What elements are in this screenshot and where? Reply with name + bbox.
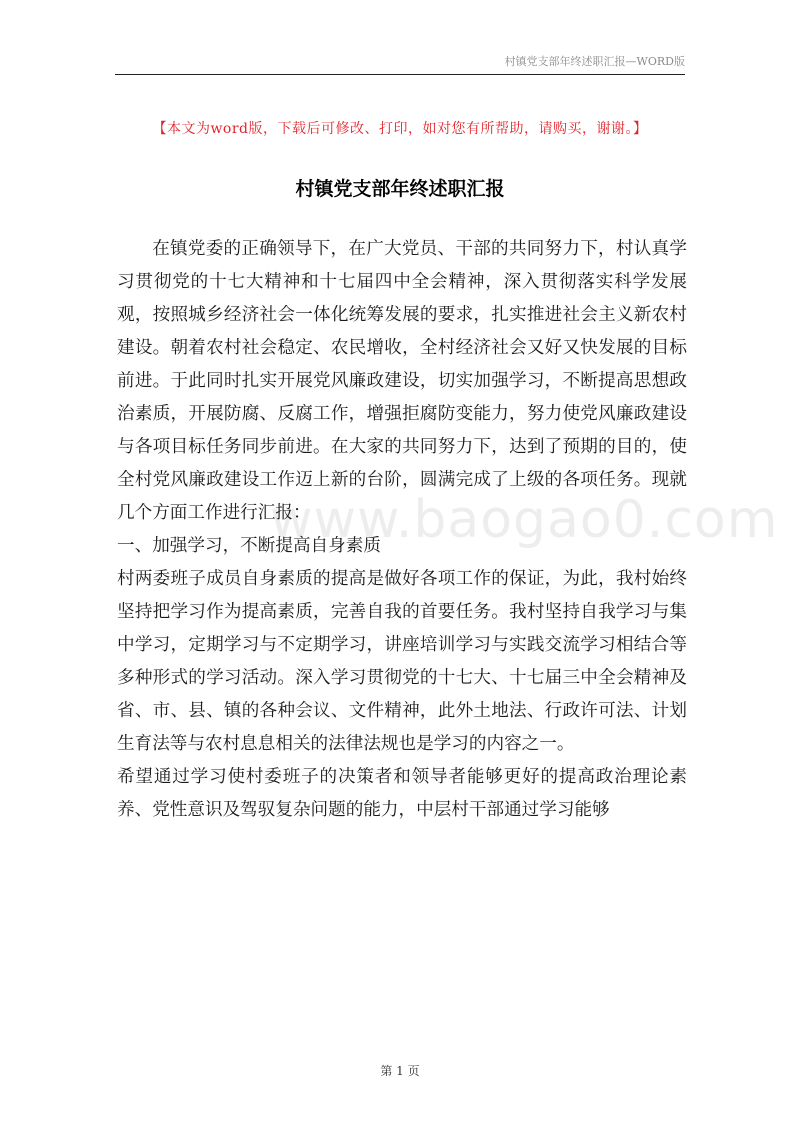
document-title: 村镇党支部年终述职汇报 bbox=[295, 178, 505, 200]
paragraph-study: 村两委班子成员自身素质的提高是做好各项工作的保证，为此，我村始终坚持把学习作为提高素质，完善自我的首要任务。我村坚持自我学习与集中学习，定期学习与不定期学习，讲座培训学习与实践交流学习相结合等多种形式的学习活动。深入学习贯彻党的十七大、十七届三中全会精神及省、市、县、镇的各种会议、文件精神，此外土地法、行政许可法、计划生育法等与农村息息相关的法律法规也是学习的内容之一。 bbox=[117, 569, 687, 754]
section-heading: 一、加强学习，不断提高自身素质 bbox=[117, 536, 381, 556]
page-number: 第 1 页 bbox=[380, 1064, 420, 1078]
document-body bbox=[117, 233, 687, 827]
purchase-notice: 【本文为word版，下载后可修改、打印，如对您有所帮助，请购买，谢谢。】 bbox=[152, 121, 648, 137]
paragraph-intro: 在镇党委的正确领导下，在广大党员、干部的共同努力下，村认真学习贯彻党的十七大精神和十七届四中全会精神，深入贯彻落实科学发展观，按照城乡经济社会一体化统筹发展的要求，扎实推进社会主义新农村建设。朝着农村社会稳定、农民增收，全村经济社会又好又快发展的目标前进。于此同时扎实开展党风廉政建设，切实加强学习，不断提高思想政治素质，开展防腐、反腐工作，增强拒腐防变能力，努力使党风廉政建设与各项目标任务同步前进。在大家的共同努力下，达到了预期的目的，使全村党风廉政建设工作迈上新的台阶，圆满完成了上级的各项任务。现就几个方面工作进行汇报： bbox=[117, 239, 687, 523]
paragraph-hope: 希望通过学习使村委班子的决策者和领导者能够更好的提高政治理论素养、党性意识及驾驭复杂问题的能力，中层村干部通过学习能够 bbox=[117, 767, 687, 820]
header-rule bbox=[115, 74, 685, 75]
running-header: 村镇党支部年终述职汇报—WORD版 bbox=[504, 55, 685, 68]
watermark: www.baogao0.com bbox=[270, 490, 779, 550]
